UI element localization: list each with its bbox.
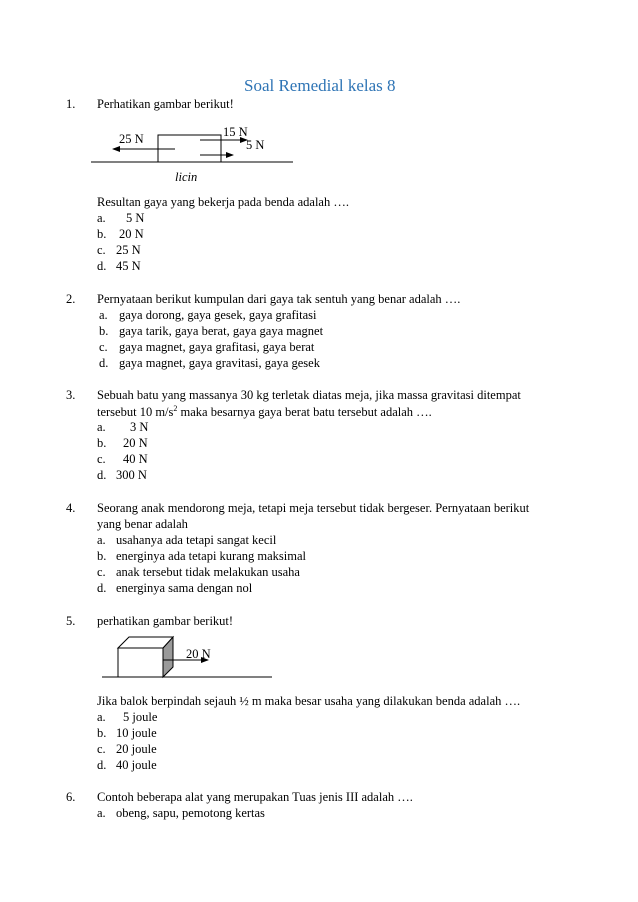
q5-option-a: 5 joule	[123, 710, 158, 724]
q1-option-a: 5 N	[126, 211, 145, 225]
q6-option-a-letter: a.	[97, 806, 106, 820]
q4-option-a: usahanya ada tetapi sangat kecil	[116, 533, 277, 547]
q5-text: perhatikan gambar berikut!	[97, 614, 234, 628]
q2-number: 2.	[66, 292, 76, 306]
q1-surface-label: licin	[175, 170, 198, 184]
q4-option-d: energinya sama dengan nol	[116, 581, 253, 595]
q5-block-front	[118, 648, 163, 677]
q5-block-top	[118, 637, 173, 648]
q4-option-a-letter: a.	[97, 533, 106, 547]
q3-line2-a: tersebut 10 m/s	[97, 405, 174, 420]
q1-question: Resultan gaya yang bekerja pada benda adalah ….	[97, 195, 349, 209]
q3-option-c: 40 N	[123, 452, 148, 466]
q1-option-b-letter: b.	[97, 227, 107, 241]
q3-option-a: 3 N	[130, 420, 149, 434]
q1-option-b: 20 N	[119, 227, 144, 241]
q5-force-label: 20 N	[186, 647, 211, 661]
q4-option-c: anak tersebut tidak melakukan usaha	[116, 565, 300, 579]
q5-option-d: 40 joule	[116, 758, 157, 772]
q2-option-b-letter: b.	[99, 324, 109, 338]
q1-option-c-letter: c.	[97, 243, 106, 257]
q3-line2	[97, 404, 432, 420]
q4-number: 4.	[66, 501, 76, 515]
q5-question: Jika balok berpindah sejauh ½ m maka besar usaha yang dilakukan benda adalah ….	[97, 694, 521, 708]
q4-line1: Seorang anak mendorong meja, tetapi meja tersebut tidak bergeser. Pernyataan berikut	[97, 501, 530, 515]
q3-line1: Sebuah batu yang massanya 30 kg terletak diatas meja, jika massa gravitasi ditempat	[97, 388, 521, 402]
q3-number: 3.	[66, 388, 76, 402]
q6-text: Contoh beberapa alat yang merupakan Tuas jenis III adalah ….	[97, 790, 413, 804]
q4-option-b: energinya ada tetapi kurang maksimal	[116, 549, 306, 563]
q5-option-c-letter: c.	[97, 742, 106, 756]
q3-option-c-letter: c.	[97, 452, 106, 466]
q3-option-a-letter: a.	[97, 420, 106, 434]
q1-option-c: 25 N	[116, 243, 141, 257]
q5-option-c: 20 joule	[116, 742, 157, 756]
q3-option-d: 300 N	[116, 468, 147, 482]
q2-option-a: gaya dorong, gaya gesek, gaya grafitasi	[119, 308, 317, 322]
q3-option-d-letter: d.	[97, 468, 107, 482]
q1-option-d-letter: d.	[97, 259, 107, 273]
q5-option-d-letter: d.	[97, 758, 107, 772]
q1-force-left-label: 25 N	[119, 132, 144, 146]
q1-text: Perhatikan gambar berikut!	[97, 97, 234, 111]
q3-line2-b: maka besarnya gaya berat batu tersebut adalah ….	[177, 405, 432, 420]
q4-line2: yang benar adalah	[97, 517, 188, 531]
q5-option-a-letter: a.	[97, 710, 106, 724]
q1-force-right2-label: 5 N	[246, 138, 265, 152]
q2-option-b: gaya tarik, gaya berat, gaya gaya magnet	[119, 324, 324, 338]
q4-option-d-letter: d.	[97, 581, 107, 595]
q5-number: 5.	[66, 614, 76, 628]
page-title: Soal Remedial kelas 8	[244, 76, 396, 95]
q4-option-c-letter: c.	[97, 565, 106, 579]
q1-force-right1-label: 15 N	[223, 125, 248, 139]
q3-line2-sup: 2	[173, 404, 178, 413]
q1-option-d: 45 N	[116, 259, 141, 273]
q6-option-a: obeng, sapu, pemotong kertas	[116, 806, 265, 820]
q3-option-b: 20 N	[123, 436, 148, 450]
q2-option-c: gaya magnet, gaya grafitasi, gaya berat	[119, 340, 315, 354]
q1-option-a-letter: a.	[97, 211, 106, 225]
q5-option-b-letter: b.	[97, 726, 107, 740]
q2-option-d: gaya magnet, gaya gravitasi, gaya gesek	[119, 356, 320, 370]
q6-number: 6.	[66, 790, 76, 804]
q2-option-c-letter: c.	[99, 340, 108, 354]
q2-option-a-letter: a.	[99, 308, 108, 322]
q5-option-b: 10 joule	[116, 726, 157, 740]
q2-option-d-letter: d.	[99, 356, 109, 370]
q3-option-b-letter: b.	[97, 436, 107, 450]
q4-option-b-letter: b.	[97, 549, 107, 563]
q1-number: 1.	[66, 97, 76, 111]
q2-text: Pernyataan berikut kumpulan dari gaya tak sentuh yang benar adalah ….	[97, 292, 461, 306]
